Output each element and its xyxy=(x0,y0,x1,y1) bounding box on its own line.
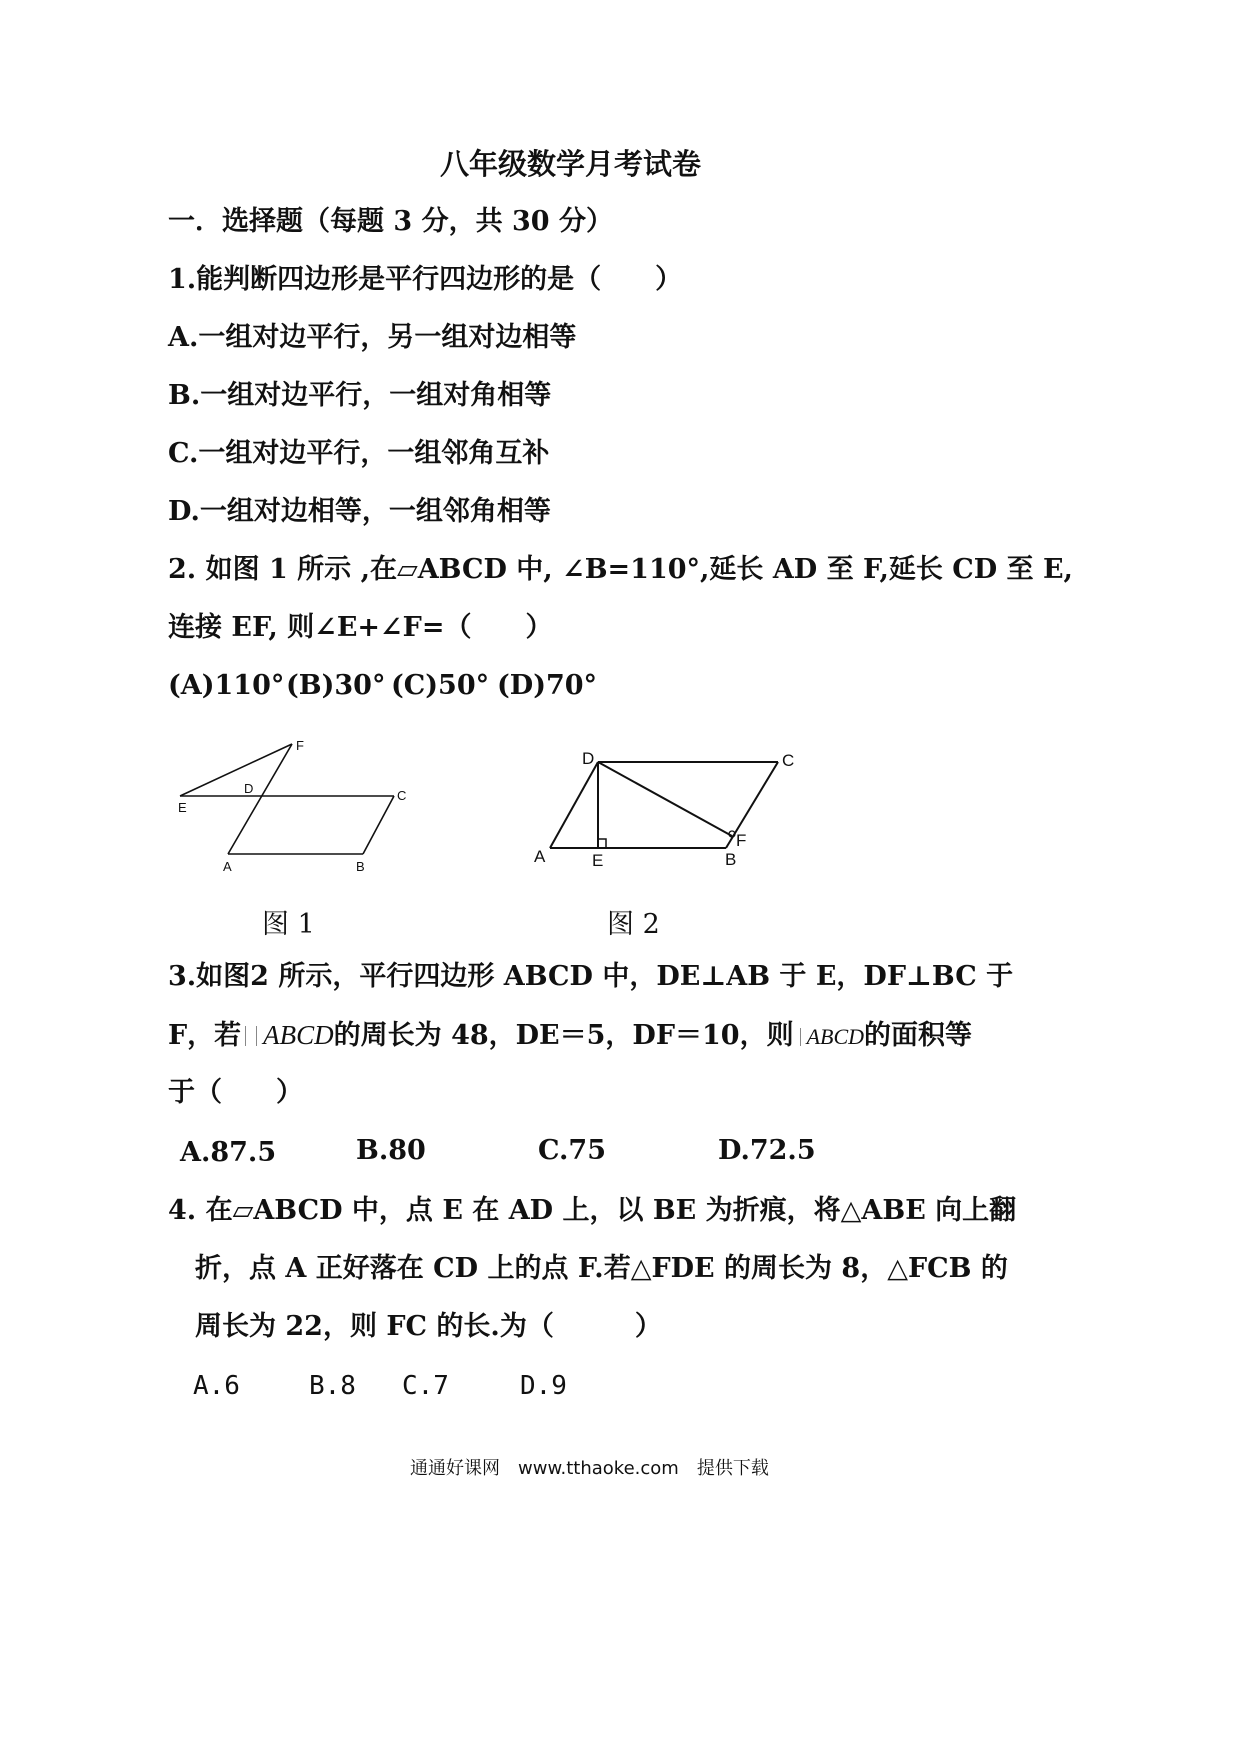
parallelogram-symbol-icon xyxy=(245,1026,257,1046)
fig1-label-b: B xyxy=(356,859,365,874)
question-3-line-1: 3.如图2 所示，平行四边形 ABCD 中，DE⊥AB 于 E，DF⊥BC 于 xyxy=(168,961,1014,992)
question-3-option-c: C.75 xyxy=(538,1135,606,1166)
question-1-option-a: A.一组对边平行，另一组对边相等 xyxy=(168,322,577,353)
fig2-label-c: C xyxy=(782,751,795,770)
page-title: 八年级数学月考试卷 xyxy=(440,147,702,181)
figure-1-diagram xyxy=(170,736,430,876)
fig1-label-c: C xyxy=(397,788,407,803)
question-4-option-b: B.8 xyxy=(309,1371,356,1401)
question-2-line-1: 2. 如图 1 所示 ,在▱ABCD 中, ∠B=110°,延长 AD 至 F,延长 CD 至 E, xyxy=(168,554,1073,585)
question-2-option-d: (D)70° xyxy=(497,670,598,701)
question-3-option-d: D.72.5 xyxy=(718,1135,816,1166)
parallelogram-symbol-icon xyxy=(800,1028,803,1046)
page-footer: 通通好课网 www.tthaoke.com 提供下载 xyxy=(410,1458,769,1479)
question-4-line-3: 周长为 22，则 FC 的长.为（ ） xyxy=(195,1311,662,1342)
fig1-label-a: A xyxy=(223,859,232,874)
question-4-option-d: D.9 xyxy=(520,1371,567,1401)
question-1-option-b: B.一组对边平行，一组对角相等 xyxy=(168,380,552,411)
question-4-line-1: 4. 在▱ABCD 中，点 E 在 AD 上，以 BE 为折痕，将△ABE 向上翻 xyxy=(168,1195,1017,1226)
fig2-label-e: E xyxy=(592,851,604,870)
fig2-label-d: D xyxy=(582,749,595,768)
question-2-option-a: (A)110° xyxy=(168,670,285,701)
fig1-label-f: F xyxy=(296,738,304,753)
figure-1-caption: 图 1 xyxy=(262,909,315,940)
question-2-option-c: (C)50° xyxy=(391,670,490,701)
question-2-line-2: 连接 EF, 则∠E+∠F=（ ） xyxy=(168,612,553,643)
figure-2-caption: 图 2 xyxy=(607,909,660,940)
question-3-line-3: 于（ ） xyxy=(168,1077,303,1108)
fig2-label-a: A xyxy=(534,847,546,866)
question-4-option-c: C.7 xyxy=(402,1371,449,1401)
question-3-abcd-2: ABCD xyxy=(806,1024,865,1049)
figure-2-diagram xyxy=(530,738,820,878)
question-1-option-c: C.一组对边平行，一组邻角互补 xyxy=(168,438,550,469)
question-4-line-2: 折，点 A 正好落在 CD 上的点 F.若△FDE 的周长为 8，△FCB 的 xyxy=(195,1253,1008,1284)
question-4-option-a: A.6 xyxy=(193,1371,240,1401)
question-3-text-b: 的周长为 48，DE＝5，DF＝10，则 xyxy=(333,1020,794,1051)
question-1-stem: 1.能判断四边形是平行四边形的是（ ） xyxy=(168,264,683,295)
question-3-line-2 xyxy=(168,1018,972,1054)
fig2-label-f: F xyxy=(736,831,747,850)
question-1-option-d: D.一组对边相等，一组邻角相等 xyxy=(168,496,551,527)
question-2-option-b: (B)30° xyxy=(286,670,386,701)
question-3-text-a: F，若 xyxy=(168,1020,242,1051)
question-3-abcd-1: ABCD xyxy=(263,1020,334,1050)
fig2-label-b: B xyxy=(725,850,737,869)
question-3-text-c: 的面积等 xyxy=(864,1020,973,1051)
question-3-option-a: A.87.5 xyxy=(180,1137,277,1168)
fig1-label-d: D xyxy=(244,781,254,796)
fig1-label-e: E xyxy=(178,800,187,815)
section-heading: 一．选择题（每题 3 分，共 30 分） xyxy=(168,206,613,237)
question-3-option-b: B.80 xyxy=(356,1135,426,1166)
